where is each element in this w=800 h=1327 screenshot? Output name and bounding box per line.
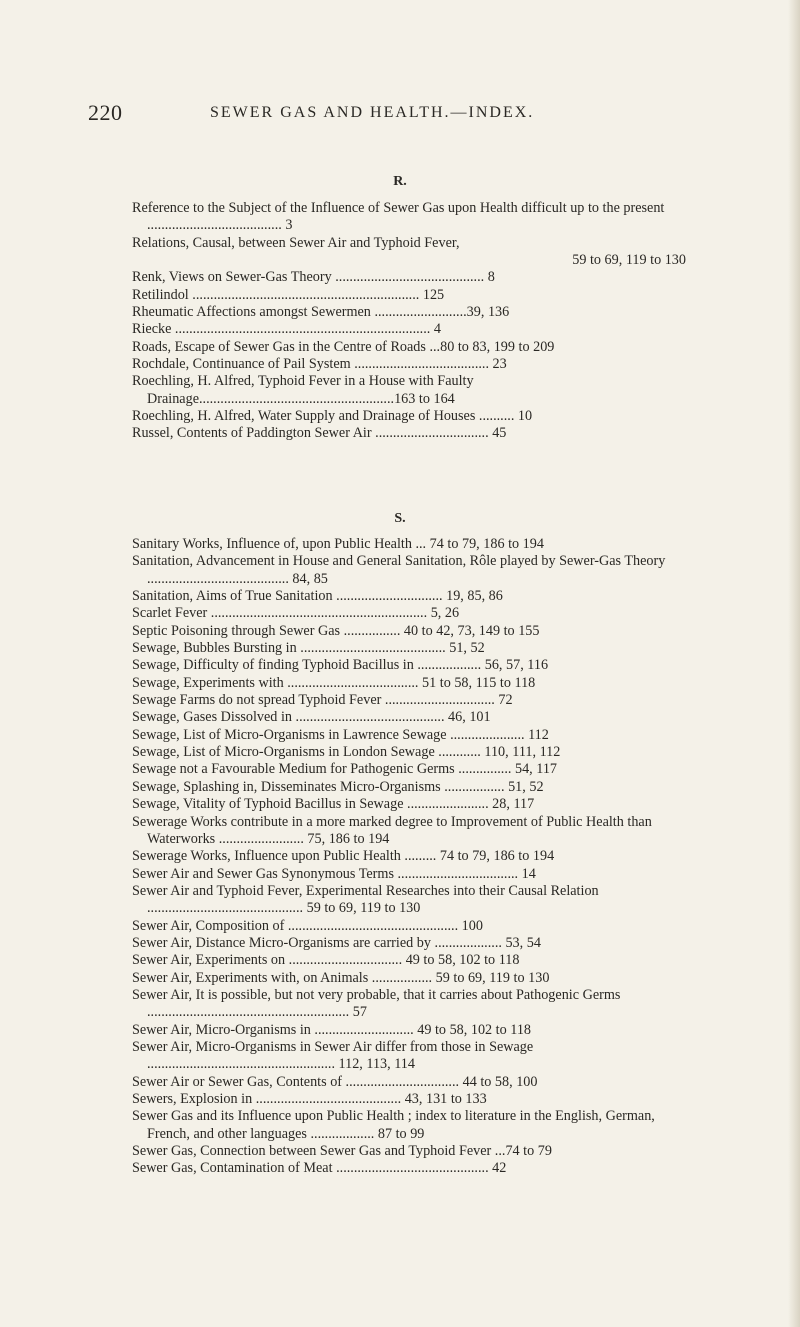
index-entry: [132, 883, 686, 918]
index-entry-text: Sewer Air, Experiments on ................................ 49 to 58, 102 to 118: [132, 952, 520, 969]
index-entry: [132, 200, 686, 235]
index-entry: [132, 796, 686, 813]
index-entry-text: Sewage, List of Micro-Organisms in Lawrence Sewage ..................... 112: [132, 726, 549, 743]
index-entry-text: Sewer Gas, Contamination of Meat ........................................... 42: [132, 1160, 507, 1177]
index-entry: [132, 408, 686, 425]
index-entry: [132, 918, 686, 935]
index-entry-text: Sewer Air, It is possible, but not very probable, that it carries about Pathogenic Germs ......................................................... 57: [132, 986, 621, 1021]
index-entry-text: Retilindol ................................................................ 125: [132, 286, 445, 303]
index-entry: [132, 339, 686, 356]
running-title: SEWER GAS AND HEALTH.—INDEX.: [210, 104, 535, 121]
index-section-s: [132, 536, 686, 1178]
page-edge: [788, 0, 800, 1327]
index-entry: [132, 987, 686, 1022]
index-entry: [132, 952, 686, 969]
index-entry-text: Sewer Air, Composition of ................................................ 100: [132, 917, 483, 934]
index-entry: [132, 935, 686, 952]
index-entry-text: Sewer Air, Micro-Organisms in ............................ 49 to 58, 102 to 118: [132, 1021, 532, 1038]
index-entry-text: Sewerage Works, Influence upon Public Health ......... 74 to 79, 186 to 194: [132, 848, 555, 865]
index-entry-text: Sewage, Vitality of Typhoid Bacillus in Sewage ....................... 28, 117: [132, 796, 535, 813]
index-entry: [132, 553, 686, 588]
index-entry-text: Renk, Views on Sewer-Gas Theory .......................................... 8: [132, 269, 495, 286]
index-entry: [132, 373, 686, 408]
index-entry-text: Sanitation, Advancement in House and General Sanitation, Rôle played by Sewer-Gas Theory ........................................ 84, 85: [132, 553, 666, 587]
index-entry-text: Sewerage Works contribute in a more marked degree to Improvement of Public Health than Waterworks ........................ 75, 186 to 194: [132, 813, 652, 847]
index-entry-text: Reference to the Subject of the Influence of Sewer Gas upon Health difficult up to the present ...................................... 3: [132, 200, 665, 234]
index-entry: [132, 709, 686, 726]
index-entry: [132, 970, 686, 987]
index-entry: [132, 1160, 686, 1177]
index-entry: [132, 814, 686, 849]
index-entry-text: Sewer Gas and its Influence upon Public Health ; index to literature in the English, German, French, and other languages .................. 87 to 99: [132, 1108, 655, 1142]
index-entry-text: Sanitary Works, Influence of, upon Public Health ... 74 to 79, 186 to 194: [132, 536, 544, 552]
index-entry-text: Sewer Air or Sewer Gas, Contents of ................................ 44 to 58, 100: [132, 1073, 538, 1090]
index-entry-text: Sewage, Bubbles Bursting in ......................................... 51, 52: [132, 640, 485, 657]
index-entry: [132, 287, 686, 304]
index-entry: [132, 1091, 686, 1108]
index-entry: [132, 727, 686, 744]
index-entry-text: Sewers, Explosion in ......................................... 43, 131 to 133: [132, 1091, 487, 1107]
index-entry-text: Rochdale, Continuance of Pail System ...................................... 23: [132, 356, 507, 373]
index-entry-text: Roechling, H. Alfred, Water Supply and Drainage of Houses .......... 10: [132, 408, 533, 425]
index-entry: [132, 692, 686, 709]
index-entry: [132, 623, 686, 640]
index-entry-text: Sewage, Splashing in, Disseminates Micro-Organisms ................. 51, 52: [132, 778, 544, 795]
index-entry: [132, 1039, 686, 1074]
index-entry: [132, 304, 686, 321]
index-entry: [132, 588, 686, 605]
index-entry: [132, 605, 686, 622]
index-entry: [132, 848, 686, 865]
index-entry-text: Sanitation, Aims of True Sanitation .............................. 19, 85, 86: [132, 588, 503, 605]
index-entry: [132, 536, 686, 553]
index-entry-text: Sewer Air and Sewer Gas Synonymous Terms .................................. 14: [132, 865, 536, 882]
index-entry-text: Sewage, Difficulty of finding Typhoid Bacillus in .................. 56, 57, 116: [132, 657, 549, 674]
index-entry-text: Sewage, Experiments with ..................................... 51 to 58, 115 to 118: [132, 674, 536, 691]
page-number: 220: [88, 100, 123, 125]
index-entry: [132, 1143, 686, 1160]
index-entry-text: Roads, Escape of Sewer Gas in the Centre of Roads ...80 to 83, 199 to 209: [132, 338, 555, 355]
index-entry-text: Sewer Air, Experiments with, on Animals ................. 59 to 69, 119 to 130: [132, 969, 550, 986]
index-entry-text: Sewage Farms do not spread Typhoid Fever ............................... 72: [132, 692, 513, 709]
index-entry-text: Scarlet Fever ............................................................. 5, 26: [132, 605, 460, 622]
section-letter-r: R.: [393, 174, 407, 189]
index-entry: [132, 269, 686, 286]
index-entry-text: Roechling, H. Alfred, Typhoid Fever in a House with Faulty Drainage.......................................................163 to 164: [132, 373, 474, 407]
index-entry-pages: 59 to 69, 119 to 130: [572, 252, 686, 269]
index-entry: [132, 744, 686, 761]
index-entry-text: Sewer Air, Distance Micro-Organisms are carried by ................... 53, 54: [132, 934, 541, 951]
index-entry: [132, 321, 686, 338]
index-entry-text: Relations, Causal, between Sewer Air and Typhoid Fever,: [132, 234, 460, 251]
index-entry: [132, 761, 686, 778]
index-entry: [132, 866, 686, 883]
index-entry-text: Sewage, Gases Dissolved in .......................................... 46, 101: [132, 709, 491, 726]
index-section-r: [132, 200, 686, 443]
index-entry: [132, 640, 686, 657]
index-entry: [132, 356, 686, 373]
index-entry-text: Sewage not a Favourable Medium for Pathogenic Germs ............... 54, 117: [132, 761, 558, 778]
index-entry: [132, 1074, 686, 1091]
section-letter-s: S.: [394, 511, 406, 526]
index-entry-text: Sewage, List of Micro-Organisms in London Sewage ............ 110, 111, 112: [132, 744, 561, 761]
index-entry: [132, 1022, 686, 1039]
index-entry-text: Sewer Gas, Connection between Sewer Gas and Typhoid Fever ...74 to 79: [132, 1143, 552, 1160]
index-entry: [132, 235, 686, 270]
index-entry-text: Sewer Air, Micro-Organisms in Sewer Air differ from those in Sewage ..................................................... 112, 113, 114: [132, 1038, 534, 1073]
index-entry-text: Russel, Contents of Paddington Sewer Air ................................ 45: [132, 425, 507, 442]
index-entry-text: Riecke ........................................................................ 4: [132, 321, 441, 338]
index-entry-text: Rheumatic Affections amongst Sewermen ..........................39, 136: [132, 304, 510, 321]
index-entry: [132, 1108, 686, 1143]
index-entry-text: Septic Poisoning through Sewer Gas ................ 40 to 42, 73, 149 to 155: [132, 622, 540, 639]
index-entry: [132, 657, 686, 674]
index-entry: [132, 779, 686, 796]
index-entry: [132, 675, 686, 692]
index-entry-text: Sewer Air and Typhoid Fever, Experimental Researches into their Causal Relation ............................................ 59 to 69, 119 to 130: [132, 882, 599, 917]
index-entry: [132, 425, 686, 442]
